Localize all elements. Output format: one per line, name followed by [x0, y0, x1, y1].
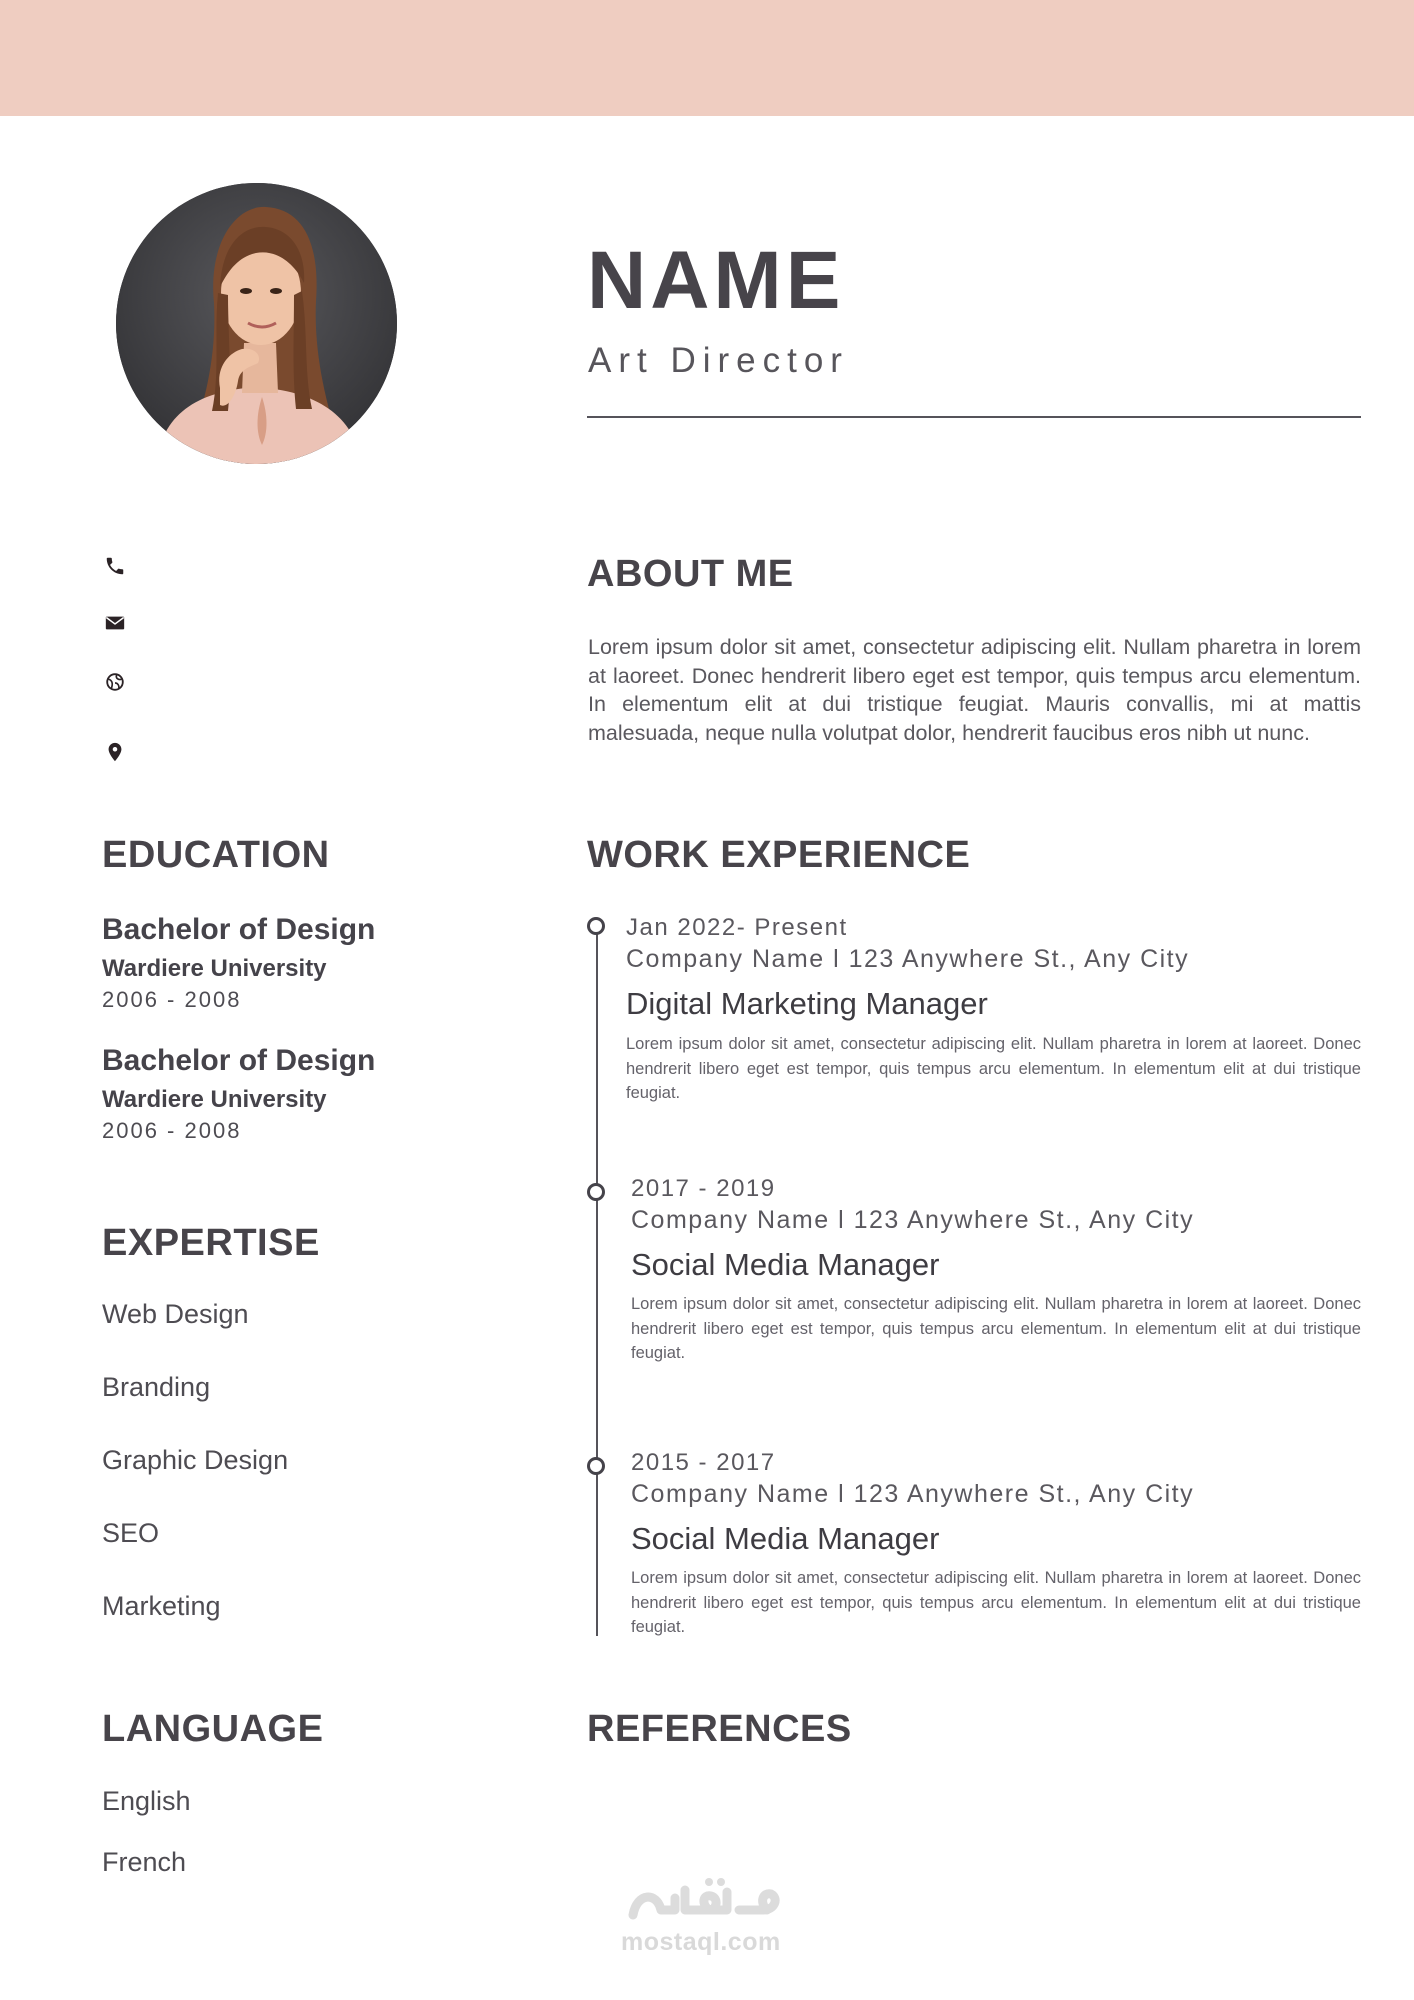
language-item: English: [102, 1786, 191, 1816]
job-title: Digital Marketing Manager: [626, 986, 988, 1021]
expertise-heading: EXPERTISE: [102, 1222, 320, 1264]
about-heading: ABOUT ME: [587, 553, 794, 595]
education-years: 2006 - 2008: [102, 1118, 242, 1143]
top-accent-bar: [0, 0, 1414, 116]
timeline-dot: [587, 1457, 605, 1475]
timeline-dot: [587, 917, 605, 935]
about-text: Lorem ipsum dolor sit amet, consectetur adipiscing elit. Nullam pharetra in lorem at laoreet. Donec hendrerit libero eget est tempor, quis tempus arcu elementum. In elementum elit at dui tristique feugiat. Mauris convallis, mi at mattis malesuada, neque nulla volutpat dolor, hendrerit faucibus eros nibh ut nunc.: [588, 635, 1361, 745]
education-degree: Bachelor of Design: [102, 913, 376, 946]
job-title: Social Media Manager: [631, 1521, 940, 1556]
expertise-item: Web Design: [102, 1299, 249, 1329]
expertise-item: SEO: [102, 1518, 160, 1548]
education-university: Wardiere University: [102, 1086, 327, 1113]
job-date: 2017 - 2019: [631, 1175, 776, 1202]
mostaql-watermark-logo: [623, 1870, 793, 1930]
timeline-line: [596, 920, 598, 1636]
person-name: NAME: [587, 235, 845, 326]
job-description: Lorem ipsum dolor sit amet, consectetur adipiscing elit. Nullam pharetra in lorem at laoreet. Donec hendrerit libero eget est tempor, quis tempus arcu elementum. In elementum elit at dui tristique feugiat.: [631, 1569, 1361, 1636]
globe-icon: [104, 671, 126, 693]
header-divider: [587, 416, 1361, 418]
expertise-item: Graphic Design: [102, 1445, 289, 1475]
expertise-item: Branding: [102, 1372, 211, 1402]
job-title: Social Media Manager: [631, 1247, 940, 1282]
profile-photo: [116, 183, 397, 464]
job-description: Lorem ipsum dolor sit amet, consectetur adipiscing elit. Nullam pharetra in lorem at laoreet. Donec hendrerit libero eget est tempor, quis tempus arcu elementum. In elementum elit at dui tristique feugiat.: [631, 1295, 1361, 1362]
job-description: Lorem ipsum dolor sit amet, consectetur adipiscing elit. Nullam pharetra in lorem at laoreet. Donec hendrerit libero eget est tempor, quis tempus arcu elementum. In elementum elit at dui tristique feugiat.: [626, 1035, 1361, 1102]
education-university: Wardiere University: [102, 955, 327, 982]
job-date: Jan 2022- Present: [626, 914, 848, 941]
job-company: Company Name l 123 Anywhere St., Any City: [631, 1480, 1195, 1508]
education-years: 2006 - 2008: [102, 987, 242, 1012]
language-heading: LANGUAGE: [102, 1708, 324, 1750]
language-item: French: [102, 1847, 187, 1877]
education-heading: EDUCATION: [102, 834, 330, 876]
mostaql-watermark-text: mostaql.com: [621, 1928, 781, 1956]
work-heading: WORK EXPERIENCE: [587, 834, 971, 876]
timeline-dot: [587, 1183, 605, 1201]
phone-icon: [104, 555, 126, 577]
job-role: Art Director: [588, 341, 849, 380]
profile-photo-illustration: [116, 183, 397, 464]
expertise-item: Marketing: [102, 1591, 221, 1621]
email-icon: [104, 612, 126, 634]
education-degree: Bachelor of Design: [102, 1044, 376, 1077]
job-company: Company Name l 123 Anywhere St., Any City: [626, 945, 1190, 973]
job-date: 2015 - 2017: [631, 1449, 776, 1476]
job-company: Company Name l 123 Anywhere St., Any City: [631, 1206, 1195, 1234]
references-heading: REFERENCES: [587, 1708, 852, 1750]
location-pin-icon: [104, 741, 126, 763]
